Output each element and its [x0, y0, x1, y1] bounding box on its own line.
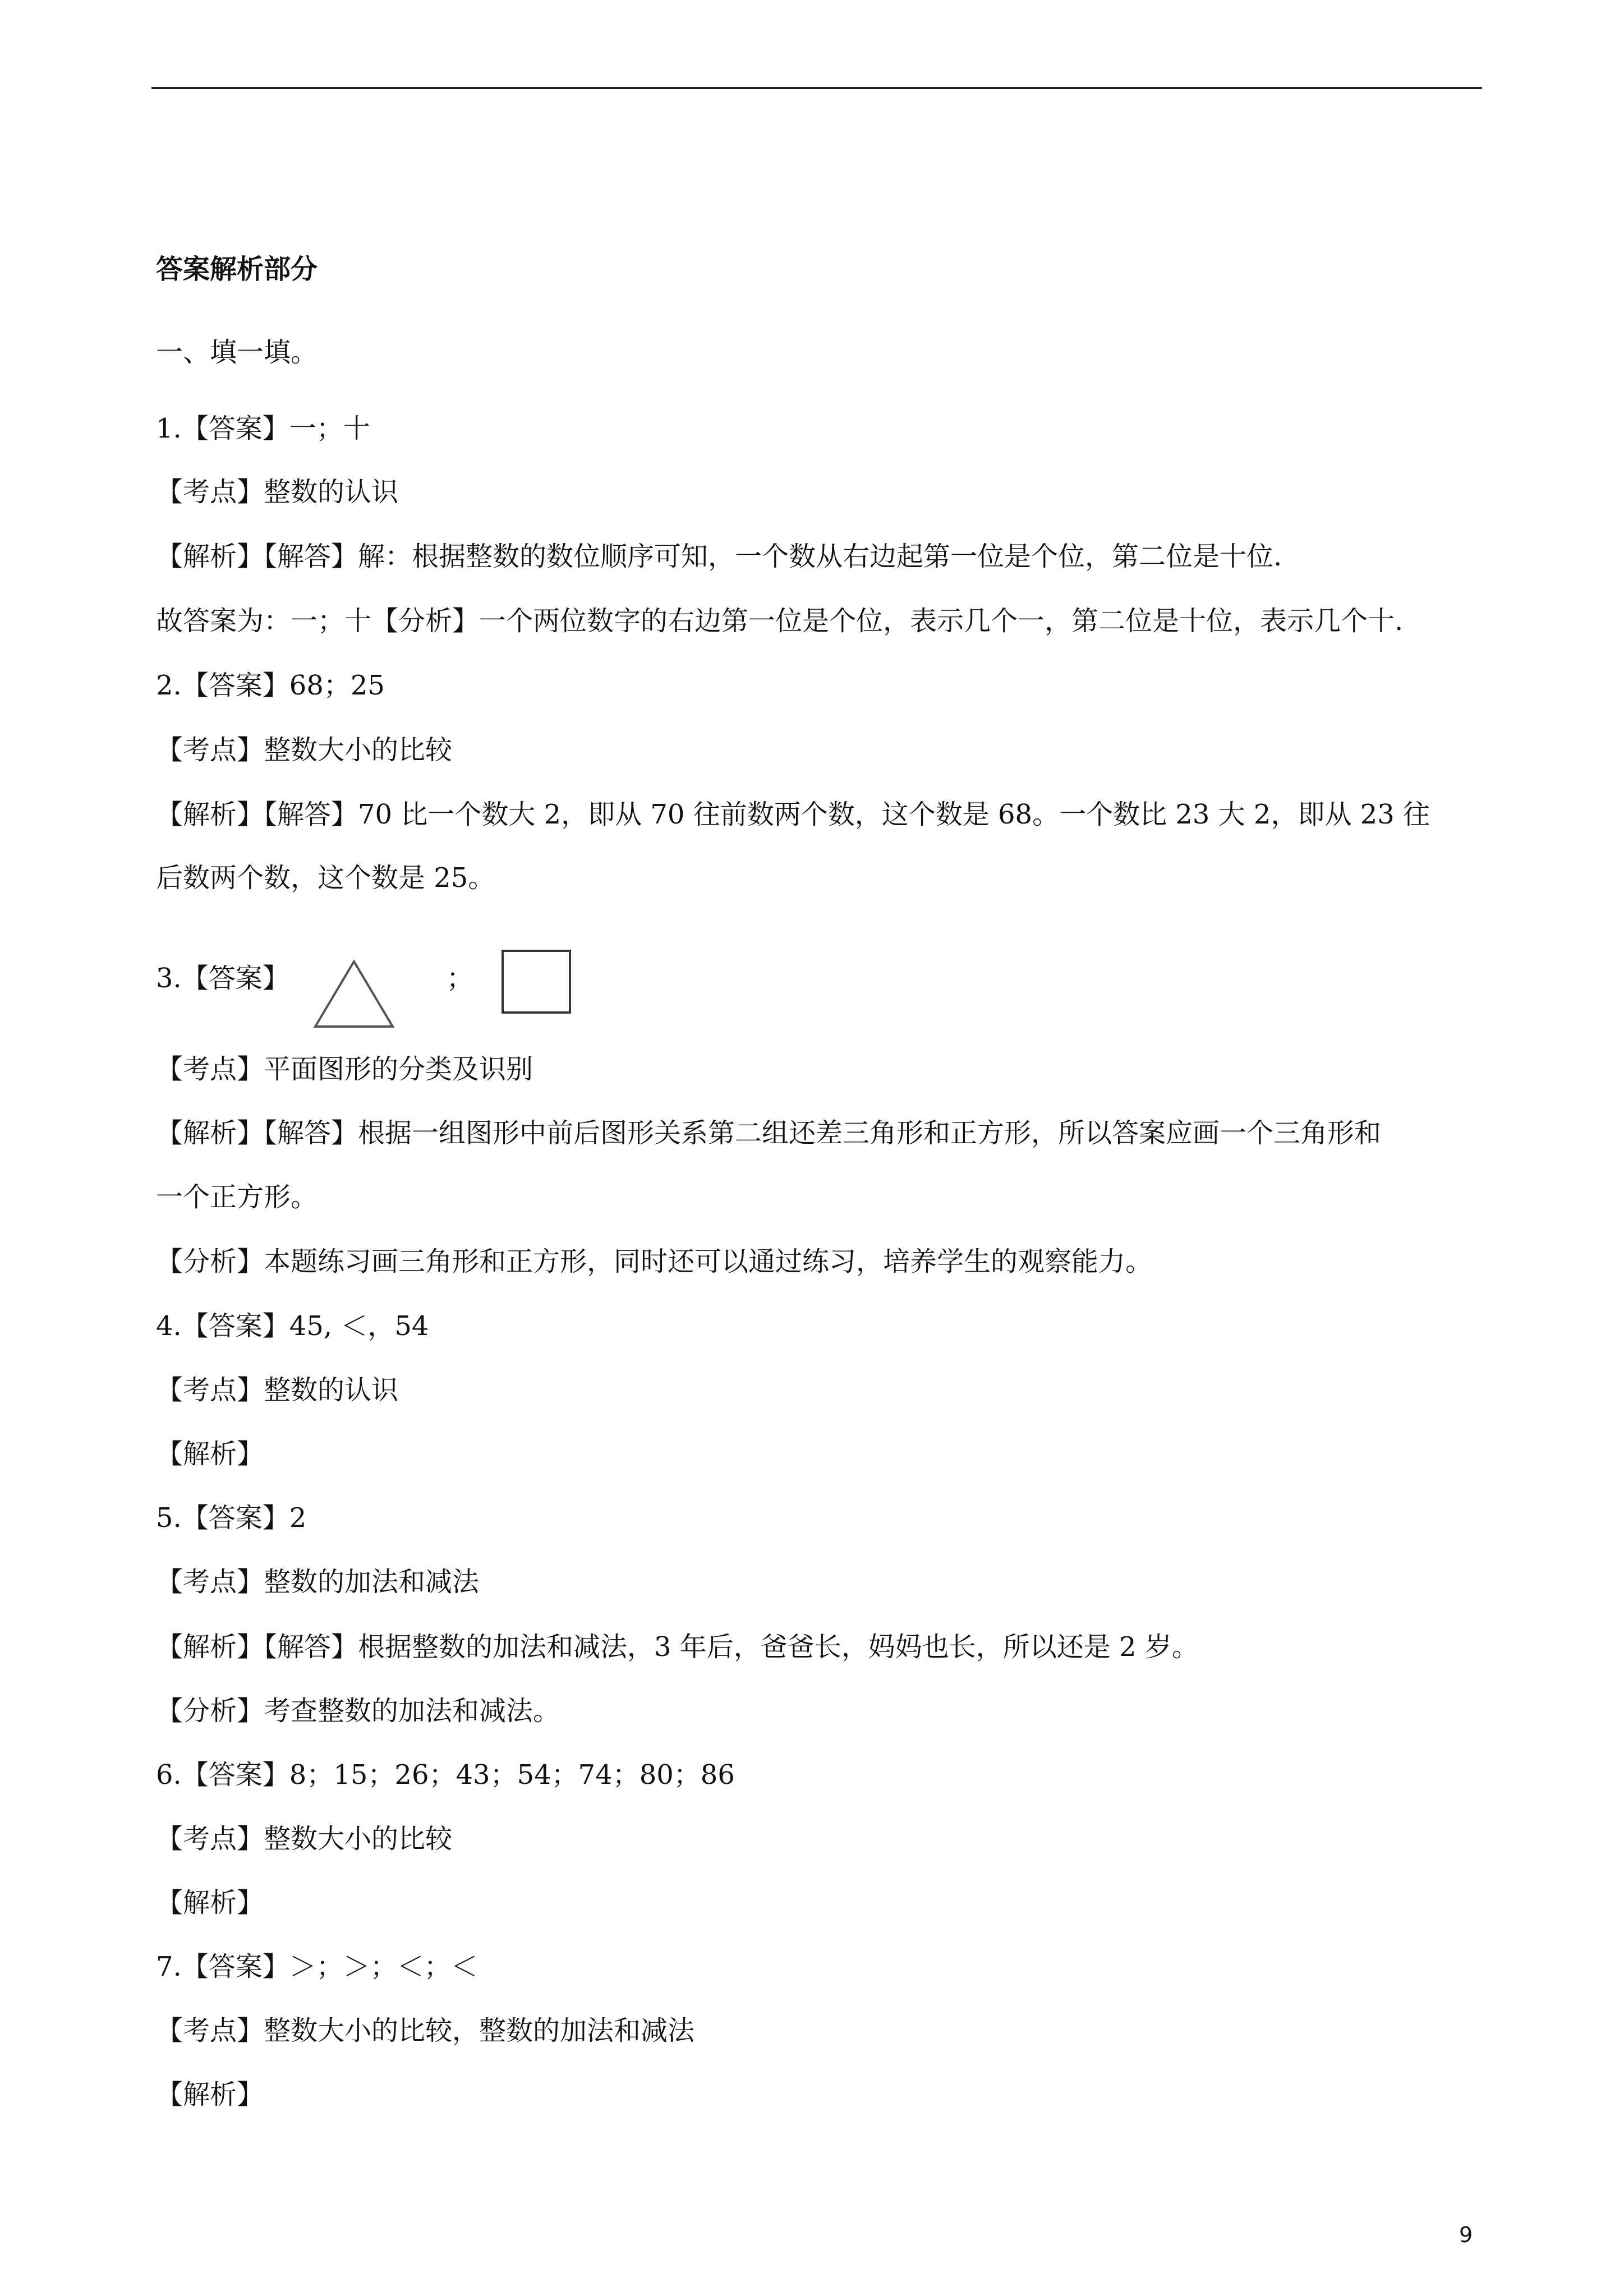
q4-analysis: 【解析】 — [156, 1438, 264, 1470]
q6-topic: 【考点】整数大小的比较 — [156, 1823, 453, 1855]
q2-analysis: 【解析】【解答】70 比一个数大 2，即从 70 往前数两个数，这个数是 68。一个数比 23 大 2，即从 23 往 — [156, 799, 1430, 830]
page-number: 9 — [1459, 2223, 1473, 2247]
header-rule — [151, 87, 1482, 89]
q5-topic: 【考点】整数的加法和减法 — [156, 1566, 480, 1598]
q7-answer: 7.【答案】＞；＞；＜；＜ — [156, 1951, 478, 1982]
q3-analysis-cont: 一个正方形。 — [156, 1181, 318, 1213]
q1-answer: 1.【答案】一；十 — [156, 413, 370, 444]
section-title: 答案解析部分 — [156, 254, 318, 285]
q7-analysis: 【解析】 — [156, 2079, 264, 2110]
subsection-title: 一、填一填。 — [156, 337, 318, 368]
square-icon — [502, 950, 571, 1014]
q3-topic: 【考点】平面图形的分类及识别 — [156, 1053, 533, 1085]
q5-answer: 5.【答案】2 — [156, 1502, 307, 1534]
q7-topic: 【考点】整数大小的比较，整数的加法和减法 — [156, 2015, 695, 2046]
q3-answer-row — [156, 942, 571, 1014]
q3-summary: 【分析】本题练习画三角形和正方形，同时还可以通过练习，培养学生的观察能力。 — [156, 1246, 1153, 1277]
q6-answer: 6.【答案】8；15；26；43；54；74；80；86 — [156, 1759, 735, 1791]
q4-answer: 4.【答案】45, ＜，54 — [156, 1310, 429, 1342]
q1-analysis: 【解析】【解答】解：根据整数的数位顺序可知，一个数从右边起第一位是个位，第二位是十位. — [156, 541, 1282, 572]
q6-analysis: 【解析】 — [156, 1887, 264, 1918]
q1-topic: 【考点】整数的认识 — [156, 476, 399, 508]
q3-separator: ； — [446, 963, 473, 994]
q2-answer: 2.【答案】68；25 — [156, 670, 385, 701]
q5-analysis: 【解析】【解答】根据整数的加法和减法，3 年后，爸爸长，妈妈也长，所以还是 2 岁。 — [156, 1631, 1199, 1663]
q1-analysis-cont: 故答案为：一；十【分析】一个两位数字的右边第一位是个位，表示几个一，第二位是十位，表示几个十. — [156, 605, 1404, 637]
q2-topic: 【考点】整数大小的比较 — [156, 734, 453, 766]
q3-answer-label: 3.【答案】 — [156, 963, 289, 994]
q3-analysis: 【解析】【解答】根据一组图形中前后图形关系第二组还差三角形和正方形，所以答案应画一个三角形和 — [156, 1117, 1382, 1149]
q5-summary: 【分析】考查整数的加法和减法。 — [156, 1695, 560, 1727]
q2-analysis-cont: 后数两个数，这个数是 25。 — [156, 862, 495, 894]
triangle-icon — [312, 958, 396, 1030]
q4-topic: 【考点】整数的认识 — [156, 1374, 399, 1406]
